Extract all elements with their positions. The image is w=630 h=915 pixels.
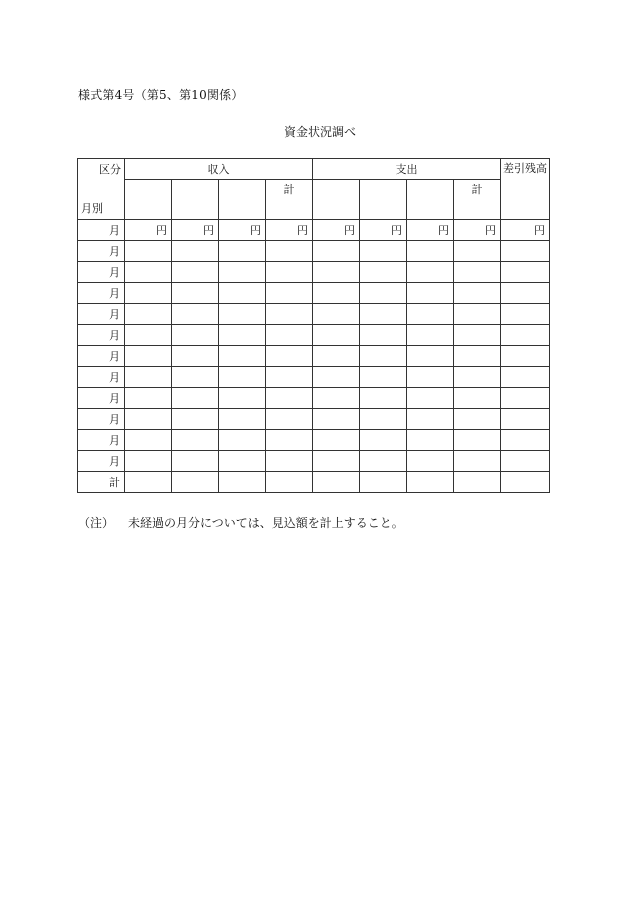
- total-label: 計: [78, 472, 125, 493]
- month-cell: 月: [78, 283, 125, 304]
- amount-cell[interactable]: [407, 472, 454, 493]
- amount-cell[interactable]: [172, 262, 219, 283]
- amount-cell[interactable]: [454, 409, 501, 430]
- table-row: [78, 325, 550, 346]
- amount-cell[interactable]: [125, 409, 172, 430]
- table-row: [78, 409, 550, 430]
- amount-cell[interactable]: [407, 304, 454, 325]
- amount-cell[interactable]: [172, 283, 219, 304]
- table-row: [78, 346, 550, 367]
- amount-cell[interactable]: [125, 262, 172, 283]
- amount-cell[interactable]: [454, 451, 501, 472]
- amount-cell[interactable]: [172, 409, 219, 430]
- amount-cell[interactable]: [125, 472, 172, 493]
- amount-cell[interactable]: [172, 304, 219, 325]
- amount-cell[interactable]: [172, 346, 219, 367]
- income-header: 収入: [125, 159, 313, 180]
- amount-cell[interactable]: [219, 430, 266, 451]
- amount-cell[interactable]: [313, 304, 360, 325]
- month-cell: 月: [78, 325, 125, 346]
- amount-cell[interactable]: [266, 430, 313, 451]
- amount-cell[interactable]: [501, 262, 550, 283]
- unit-cell: 円: [172, 220, 219, 241]
- amount-cell[interactable]: [407, 283, 454, 304]
- amount-cell[interactable]: [454, 241, 501, 262]
- expense-header: 支出: [313, 159, 501, 180]
- amount-cell[interactable]: [407, 367, 454, 388]
- amount-cell[interactable]: [219, 451, 266, 472]
- month-cell: 月: [78, 409, 125, 430]
- unit-cell: 円: [407, 220, 454, 241]
- expense-item-cell[interactable]: [360, 180, 407, 220]
- amount-cell[interactable]: [360, 472, 407, 493]
- amount-cell[interactable]: [266, 241, 313, 262]
- form-number-label: 様式第4号（第5、第10関係）: [78, 88, 244, 102]
- document-title: 資金状況調べ: [283, 125, 356, 139]
- unit-cell: 円: [454, 220, 501, 241]
- amount-cell[interactable]: [219, 304, 266, 325]
- amount-cell[interactable]: [360, 388, 407, 409]
- amount-cell[interactable]: [313, 241, 360, 262]
- month-cell: 月: [78, 451, 125, 472]
- amount-cell[interactable]: [407, 409, 454, 430]
- unit-cell: 円: [125, 220, 172, 241]
- amount-cell[interactable]: [219, 241, 266, 262]
- amount-cell[interactable]: [501, 367, 550, 388]
- amount-cell[interactable]: [501, 241, 550, 262]
- amount-cell[interactable]: [501, 409, 550, 430]
- month-cell: 月: [78, 241, 125, 262]
- amount-cell[interactable]: [501, 304, 550, 325]
- amount-cell[interactable]: [313, 388, 360, 409]
- month-cell: 月: [78, 304, 125, 325]
- footnote-mark: （注）: [78, 516, 115, 530]
- amount-cell[interactable]: [360, 430, 407, 451]
- amount-cell[interactable]: [407, 262, 454, 283]
- amount-cell[interactable]: [219, 346, 266, 367]
- amount-cell[interactable]: [407, 451, 454, 472]
- footnote-text: 未経過の月分については、見込額を計上すること。: [128, 516, 404, 530]
- amount-cell[interactable]: [360, 451, 407, 472]
- amount-cell[interactable]: [266, 283, 313, 304]
- amount-cell[interactable]: [407, 430, 454, 451]
- amount-cell[interactable]: [219, 409, 266, 430]
- amount-cell[interactable]: [219, 472, 266, 493]
- expense-subtotal-header: 計: [454, 180, 501, 220]
- income-item-cell[interactable]: [125, 180, 172, 220]
- monthly-label: 月別: [81, 202, 103, 215]
- amount-cell[interactable]: [407, 241, 454, 262]
- amount-cell[interactable]: [454, 346, 501, 367]
- amount-cell[interactable]: [454, 367, 501, 388]
- amount-cell[interactable]: [454, 304, 501, 325]
- amount-cell[interactable]: [266, 262, 313, 283]
- unit-cell: 円: [219, 220, 266, 241]
- amount-cell[interactable]: [454, 262, 501, 283]
- header-row-1: [78, 159, 550, 180]
- table-row: [78, 283, 550, 304]
- amount-cell[interactable]: [125, 367, 172, 388]
- amount-cell[interactable]: [172, 430, 219, 451]
- amount-cell[interactable]: [125, 304, 172, 325]
- amount-cell[interactable]: [407, 388, 454, 409]
- amount-cell[interactable]: [454, 430, 501, 451]
- amount-cell[interactable]: [360, 325, 407, 346]
- income-item-cell[interactable]: [172, 180, 219, 220]
- balance-header: 差引残高: [501, 159, 550, 220]
- amount-cell[interactable]: [313, 472, 360, 493]
- amount-cell[interactable]: [501, 388, 550, 409]
- amount-cell[interactable]: [266, 388, 313, 409]
- table-row: [78, 304, 550, 325]
- amount-cell[interactable]: [125, 241, 172, 262]
- unit-cell: 円: [501, 220, 550, 241]
- amount-cell[interactable]: [407, 346, 454, 367]
- table-row: [78, 388, 550, 409]
- amount-cell[interactable]: [313, 409, 360, 430]
- amount-cell[interactable]: [501, 430, 550, 451]
- amount-cell[interactable]: [125, 346, 172, 367]
- amount-cell[interactable]: [313, 451, 360, 472]
- amount-cell[interactable]: [125, 325, 172, 346]
- month-rows: [78, 241, 550, 472]
- table-row: [78, 451, 550, 472]
- amount-cell[interactable]: [360, 241, 407, 262]
- month-cell: 月: [78, 388, 125, 409]
- month-cell: 月: [78, 262, 125, 283]
- amount-cell[interactable]: [125, 388, 172, 409]
- fund-status-table: [77, 158, 550, 493]
- amount-cell[interactable]: [172, 472, 219, 493]
- amount-cell[interactable]: [219, 388, 266, 409]
- amount-cell[interactable]: [501, 451, 550, 472]
- table-row: [78, 262, 550, 283]
- amount-cell[interactable]: [266, 325, 313, 346]
- table-row: [78, 367, 550, 388]
- category-label: 区分: [99, 163, 121, 176]
- amount-cell[interactable]: [313, 262, 360, 283]
- amount-cell[interactable]: [454, 325, 501, 346]
- amount-cell[interactable]: [219, 367, 266, 388]
- income-subtotal-header: 計: [266, 180, 313, 220]
- amount-cell[interactable]: [360, 304, 407, 325]
- month-cell: 月: [78, 220, 125, 241]
- amount-cell[interactable]: [360, 283, 407, 304]
- header-row-2: [78, 180, 550, 220]
- amount-cell[interactable]: [266, 409, 313, 430]
- amount-cell[interactable]: [266, 304, 313, 325]
- amount-cell[interactable]: [501, 472, 550, 493]
- amount-cell[interactable]: [172, 388, 219, 409]
- amount-cell[interactable]: [172, 367, 219, 388]
- amount-cell[interactable]: [313, 346, 360, 367]
- amount-cell[interactable]: [219, 283, 266, 304]
- amount-cell[interactable]: [266, 346, 313, 367]
- amount-cell[interactable]: [313, 283, 360, 304]
- amount-cell[interactable]: [219, 262, 266, 283]
- amount-cell[interactable]: [172, 325, 219, 346]
- amount-cell[interactable]: [313, 325, 360, 346]
- amount-cell[interactable]: [125, 283, 172, 304]
- amount-cell[interactable]: [360, 367, 407, 388]
- amount-cell[interactable]: [219, 325, 266, 346]
- month-cell: 月: [78, 430, 125, 451]
- table-row: [78, 241, 550, 262]
- amount-cell[interactable]: [313, 430, 360, 451]
- amount-cell[interactable]: [407, 325, 454, 346]
- footnote: [78, 514, 404, 531]
- expense-item-cell[interactable]: [313, 180, 360, 220]
- unit-cell: 円: [313, 220, 360, 241]
- unit-cell: 円: [360, 220, 407, 241]
- income-item-cell[interactable]: [219, 180, 266, 220]
- table-row: [78, 430, 550, 451]
- amount-cell[interactable]: [266, 451, 313, 472]
- total-row: [78, 472, 550, 493]
- amount-cell[interactable]: [266, 472, 313, 493]
- amount-cell[interactable]: [501, 283, 550, 304]
- amount-cell[interactable]: [172, 241, 219, 262]
- month-cell: 月: [78, 346, 125, 367]
- amount-cell[interactable]: [313, 367, 360, 388]
- amount-cell[interactable]: [266, 367, 313, 388]
- amount-cell[interactable]: [360, 346, 407, 367]
- corner-cell: [78, 159, 125, 220]
- amount-cell[interactable]: [125, 451, 172, 472]
- amount-cell[interactable]: [454, 472, 501, 493]
- unit-row: [78, 220, 550, 241]
- amount-cell[interactable]: [360, 409, 407, 430]
- expense-item-cell[interactable]: [407, 180, 454, 220]
- amount-cell[interactable]: [454, 388, 501, 409]
- amount-cell[interactable]: [454, 283, 501, 304]
- amount-cell[interactable]: [172, 451, 219, 472]
- unit-cell: 円: [266, 220, 313, 241]
- amount-cell[interactable]: [501, 325, 550, 346]
- month-cell: 月: [78, 367, 125, 388]
- amount-cell[interactable]: [501, 346, 550, 367]
- amount-cell[interactable]: [360, 262, 407, 283]
- amount-cell[interactable]: [125, 430, 172, 451]
